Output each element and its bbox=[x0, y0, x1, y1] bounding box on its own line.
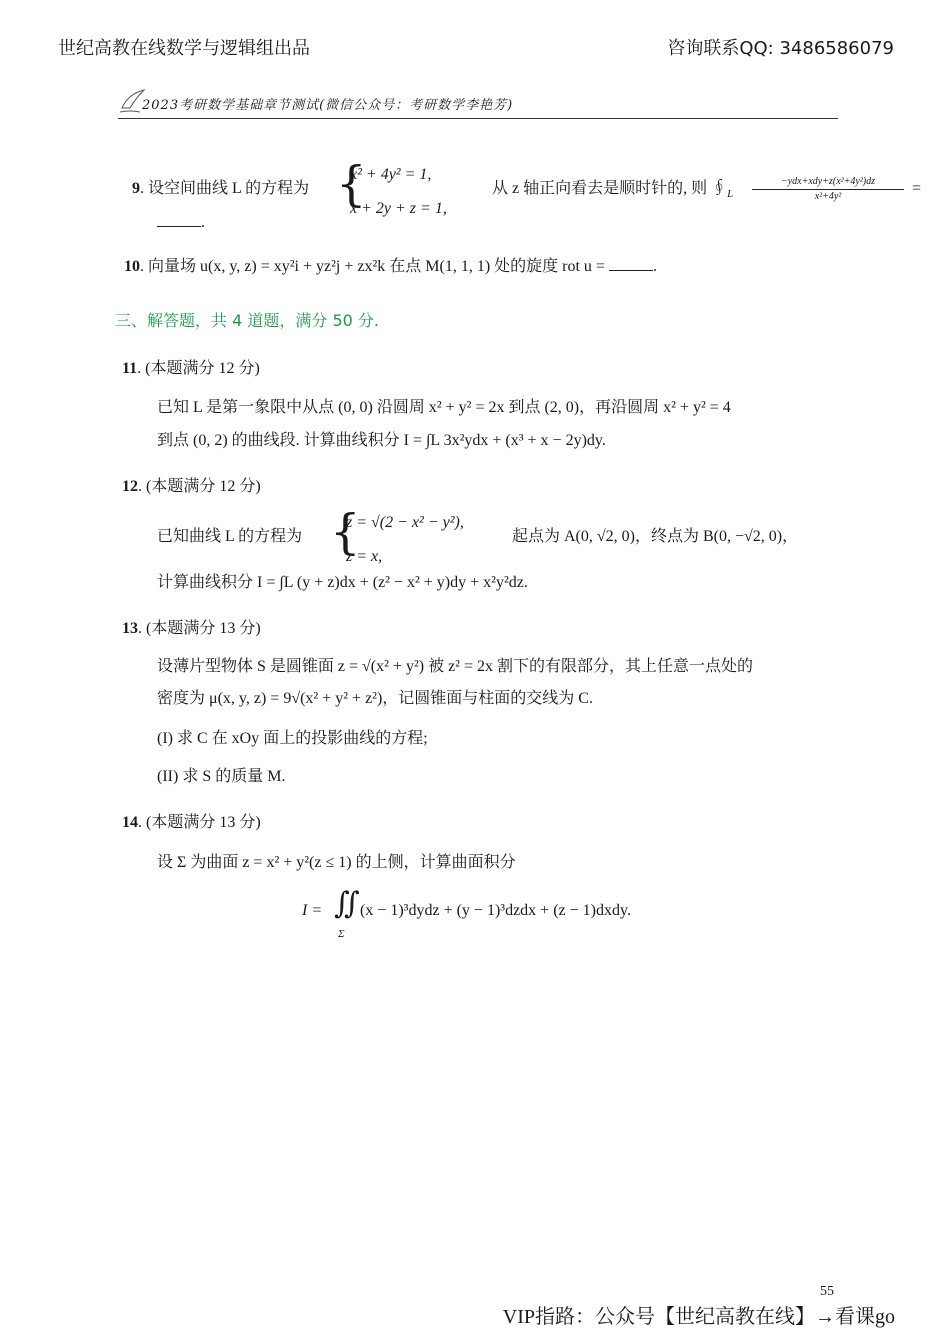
q9-answer-blank: . bbox=[157, 212, 205, 234]
q14-title: . (本题满分 13 分) bbox=[138, 814, 261, 831]
q12-lead: 已知曲线 L 的方程为 bbox=[157, 528, 303, 545]
q14-lhs: I = bbox=[302, 902, 323, 919]
q12-system-line2: z = x, bbox=[346, 548, 383, 565]
q9-fraction-numerator: −ydx+xdy+z(x²+4y²)dz bbox=[780, 176, 876, 187]
q14-integral-sub: Σ bbox=[338, 928, 345, 940]
q9-brace: { bbox=[336, 156, 367, 212]
q12-brace: { bbox=[330, 504, 361, 560]
q11-number: 11 bbox=[122, 360, 138, 377]
q11-title: . (本题满分 12 分) bbox=[137, 360, 260, 377]
q12-number: 12 bbox=[122, 478, 138, 495]
q9-system-line1: x² + 4y² = 1, bbox=[350, 166, 432, 183]
header-contact: 咨询联系QQ: 3486586079 bbox=[667, 38, 894, 59]
q9-integral-sub: L bbox=[727, 188, 734, 201]
q13-title: . (本题满分 13 分) bbox=[138, 620, 261, 637]
q14-double-integral: ∬ bbox=[334, 887, 360, 920]
q9-system-line2: x + 2y + z = 1, bbox=[350, 200, 447, 217]
q12-system-line1: z = √(2 − x² − y²), bbox=[346, 514, 464, 531]
q12-endpoints: 起点为 A(0, √2, 0)，终点为 B(0, −√2, 0)， bbox=[512, 528, 799, 545]
q13-heading bbox=[122, 618, 261, 640]
header-left-title: 世纪高教在线数学与逻辑组出品 bbox=[58, 38, 310, 59]
page-number: 55 bbox=[820, 1284, 834, 1299]
q11-line2: 到点 (0, 2) 的曲线段. 计算曲线积分 I = ∫L 3x²ydx + (x³ + x − 2y)dy. bbox=[157, 432, 606, 449]
q11-line1: 已知 L 是第一象限中从点 (0, 0) 沿圆周 x² + y² = 2x 到点 (2, 0)，再沿圆周 x² + y² = 4 bbox=[157, 399, 731, 416]
q9-fraction bbox=[752, 176, 904, 203]
banner-text: 2023考研数学基础章节测试(微信公众号：考研数学李艳芳) bbox=[142, 98, 514, 113]
section-heading: 三、解答题，共 4 道题，满分 50 分. bbox=[115, 311, 379, 330]
q9-fraction-denominator: x²+4y² bbox=[814, 191, 842, 202]
footer-vip-note: VIP指路：公众号【世纪高教在线】→看课go bbox=[502, 1306, 895, 1328]
q9-middle: 从 z 轴正向看去是顺时针的, 则 $∮_L$ bbox=[492, 180, 734, 201]
q10-number: 10 bbox=[124, 258, 140, 275]
q12-line2: 计算曲线积分 I = ∫L (y + z)dx + (z² − x² + y)dy + x²y²dz. bbox=[157, 574, 528, 591]
q14-rhs: (x − 1)³dydz + (y − 1)³dzdx + (z − 1)dxdy. bbox=[360, 902, 631, 919]
q10-text: . 向量场 u(x, y, z) = xy²i + yz²j + zx²k 在点 M(1, 1, 1) 处的旋度 rot u = bbox=[140, 258, 605, 275]
q12-title: . (本题满分 12 分) bbox=[138, 478, 261, 495]
q9-equals: = bbox=[912, 180, 922, 197]
banner bbox=[118, 88, 838, 119]
q13-part1: (I) 求 C 在 xOy 面上的投影曲线的方程; bbox=[157, 730, 428, 747]
q14-number: 14 bbox=[122, 814, 138, 831]
q13-line1: 设薄片型物体 S 是圆锥面 z = √(x² + y²) 被 z² = 2x 割下的有限部分，其上任意一点处的 bbox=[157, 658, 754, 675]
q12-heading bbox=[122, 476, 261, 498]
q11-heading bbox=[122, 358, 260, 380]
q14-line1: 设 Σ 为曲面 z = x² + y²(z ≤ 1) 的上侧，计算曲面积分 bbox=[157, 854, 516, 871]
q14-heading bbox=[122, 812, 261, 834]
q13-line2: 密度为 μ(x, y, z) = 9√(x² + y² + z²)，记圆锥面与柱面的交线为 C. bbox=[157, 690, 593, 707]
q9-number: 9. 设空间曲线 L 的方程为 bbox=[132, 180, 310, 197]
q10-answer-blank bbox=[609, 256, 653, 271]
q10-line: 10. 向量场 u(x, y, z) = xy²i + yz²j + zx²k 在点 M(1, 1, 1) 处的旋度 rot u = . bbox=[124, 258, 657, 275]
q9-lead: . 设空间曲线 L 的方程为 bbox=[140, 180, 310, 197]
q13-part2: (II) 求 S 的质量 M. bbox=[157, 768, 286, 785]
q13-number: 13 bbox=[122, 620, 138, 637]
